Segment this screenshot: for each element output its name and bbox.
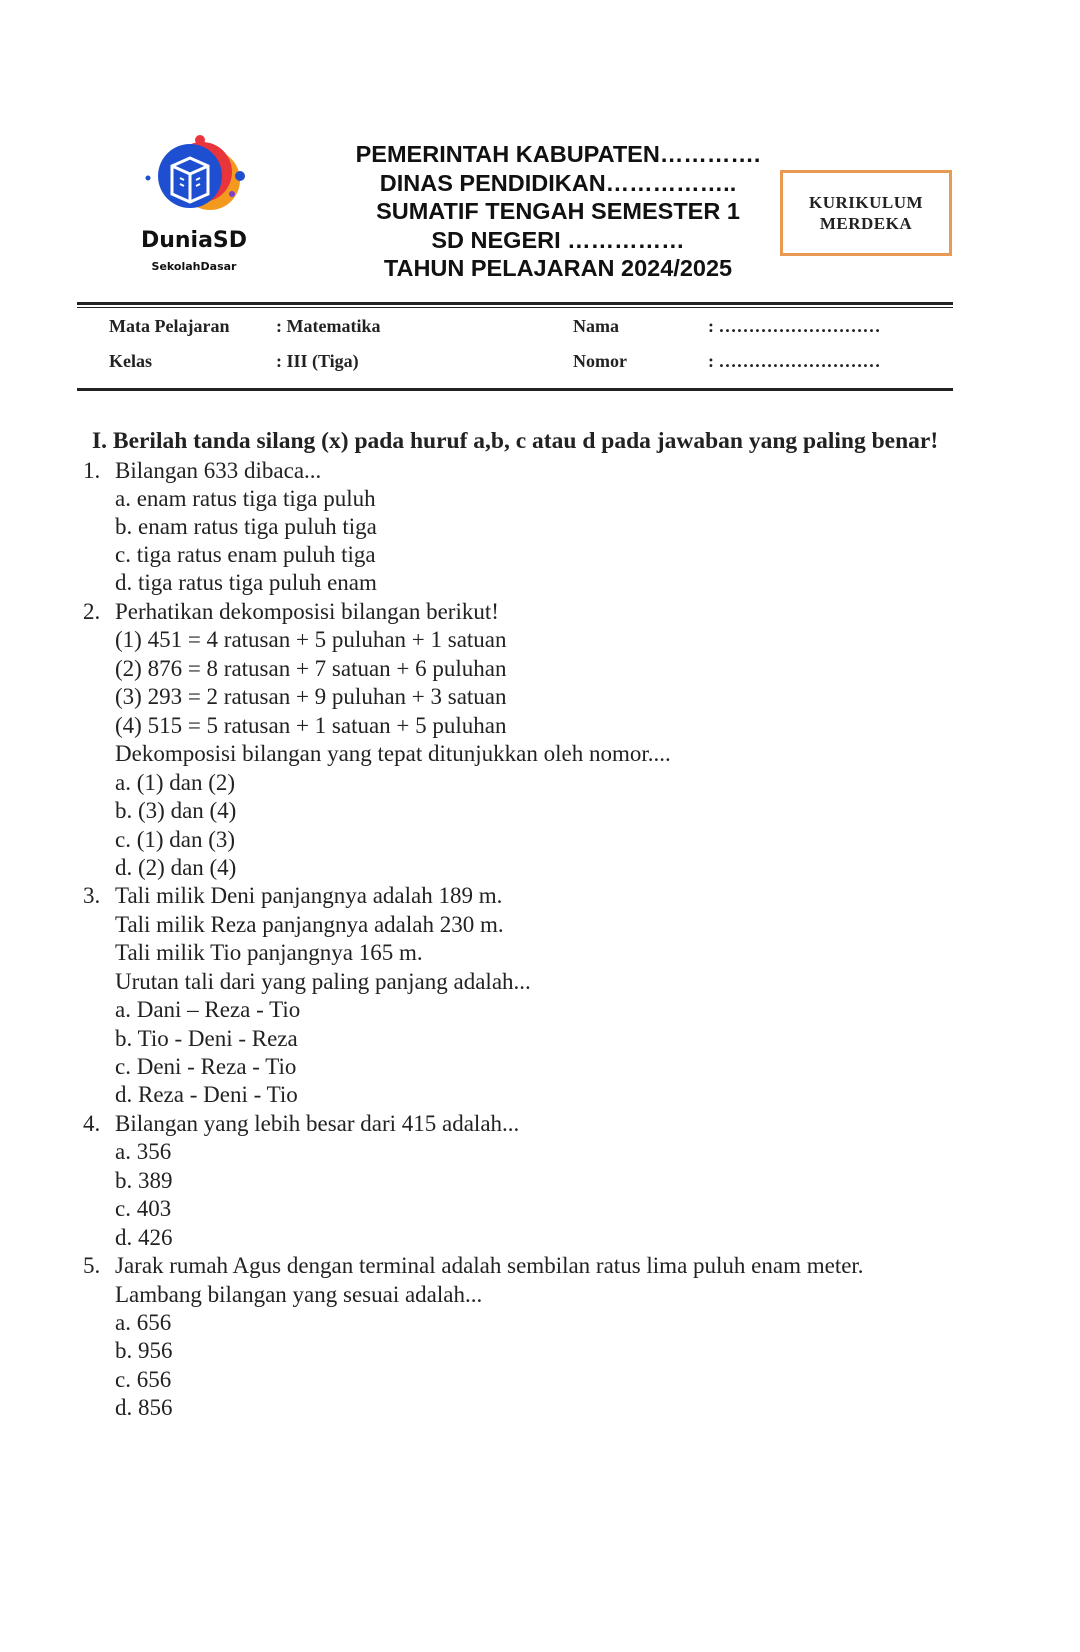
answer-option[interactable]: b. (3) dan (4) bbox=[115, 798, 237, 823]
answer-option[interactable]: b. Tio - Deni - Reza bbox=[115, 1026, 298, 1051]
answer-option[interactable]: c. tiga ratus enam puluh tiga bbox=[115, 542, 376, 567]
answer-option[interactable]: a. 356 bbox=[115, 1139, 172, 1164]
heading-line: TAHUN PELAJARAN 2024/2025 bbox=[383, 255, 733, 282]
answer-option[interactable]: c. 403 bbox=[115, 1196, 172, 1221]
heading-line: SD NEGERI …………… bbox=[431, 226, 685, 253]
kelas-label: Kelas bbox=[109, 351, 152, 371]
question-text: Perhatikan dekomposisi bilangan berikut! bbox=[115, 599, 499, 624]
question-text: Lambang bilangan yang sesuai adalah... bbox=[115, 1282, 483, 1307]
question-text: Bilangan 633 dibaca... bbox=[115, 458, 322, 483]
answer-option[interactable]: c. 656 bbox=[115, 1367, 172, 1392]
answer-option[interactable]: a. enam ratus tiga tiga puluh bbox=[115, 486, 376, 511]
duniasd-logo bbox=[128, 132, 260, 282]
answer-option[interactable]: c. Deni - Reza - Tio bbox=[115, 1054, 297, 1079]
question-text: Tali milik Reza panjangnya adalah 230 m. bbox=[115, 912, 504, 937]
question-number: 4. bbox=[83, 1111, 101, 1136]
question-text: (3) 293 = 2 ratusan + 9 puluhan + 3 satuan bbox=[115, 684, 507, 709]
nama-field[interactable]: : ……………………… bbox=[708, 316, 881, 336]
badge-line: KURIKULUM bbox=[808, 193, 924, 212]
answer-option[interactable]: b. enam ratus tiga puluh tiga bbox=[115, 514, 377, 539]
question-text: Tali milik Deni panjangnya adalah 189 m. bbox=[115, 883, 503, 908]
question-text: Jarak rumah Agus dengan terminal adalah sembilan ratus lima puluh enam meter. bbox=[115, 1253, 864, 1278]
question-number: 5. bbox=[83, 1253, 101, 1278]
header-divider-thin bbox=[77, 307, 953, 308]
answer-option[interactable]: d. (2) dan (4) bbox=[115, 855, 237, 880]
question-number: 2. bbox=[83, 599, 101, 624]
answer-option[interactable]: a. (1) dan (2) bbox=[115, 770, 236, 795]
answer-option[interactable]: d. 426 bbox=[115, 1225, 173, 1250]
question-number: 3. bbox=[83, 883, 101, 908]
question-number: 1. bbox=[83, 458, 101, 483]
mapel-value: : Matematika bbox=[276, 316, 381, 336]
exam-heading bbox=[318, 140, 798, 283]
kelas-value: : III (Tiga) bbox=[276, 351, 359, 371]
answer-option[interactable]: d. tiga ratus tiga puluh enam bbox=[115, 570, 377, 595]
question-text: Bilangan yang lebih besar dari 415 adalah... bbox=[115, 1111, 520, 1136]
answer-option[interactable]: d. Reza - Deni - Tio bbox=[115, 1082, 298, 1107]
mapel-label: Mata Pelajaran bbox=[109, 316, 230, 336]
badge-line: MERDEKA bbox=[819, 214, 913, 233]
info-divider bbox=[77, 388, 953, 391]
question-text: (2) 876 = 8 ratusan + 7 satuan + 6 puluhan bbox=[115, 656, 507, 681]
question-text: Urutan tali dari yang paling panjang adalah... bbox=[115, 969, 531, 994]
question-text: (4) 515 = 5 ratusan + 1 satuan + 5 puluhan bbox=[115, 713, 507, 738]
logo-brand: DuniaSD bbox=[140, 228, 248, 253]
answer-option[interactable]: b. 956 bbox=[115, 1338, 173, 1363]
nomor-label: Nomor bbox=[573, 351, 627, 371]
heading-line: DINAS PENDIDIKAN…………….. bbox=[379, 169, 737, 196]
nomor-field[interactable]: : ……………………… bbox=[708, 351, 881, 371]
question-text: Dekomposisi bilangan yang tepat ditunjukkan oleh nomor.... bbox=[115, 741, 671, 766]
section-instruction: I. Berilah tanda silang (x) pada huruf a,b, c atau d pada jawaban yang paling benar! bbox=[92, 428, 939, 454]
question-text: Tali milik Tio panjangnya 165 m. bbox=[115, 940, 423, 965]
answer-option[interactable]: c. (1) dan (3) bbox=[115, 827, 236, 852]
answer-option[interactable]: b. 389 bbox=[115, 1168, 173, 1193]
heading-line: PEMERINTAH KABUPATEN…………. bbox=[355, 141, 761, 167]
logo-tagline: SekolahDasar bbox=[151, 260, 237, 273]
answer-option[interactable]: a. 656 bbox=[115, 1310, 172, 1335]
question-text: (1) 451 = 4 ratusan + 5 puluhan + 1 satuan bbox=[115, 627, 507, 652]
answer-option[interactable]: a. Dani – Reza - Tio bbox=[115, 997, 301, 1022]
heading-line: SUMATIF TENGAH SEMESTER 1 bbox=[376, 198, 740, 225]
kurikulum-badge bbox=[780, 170, 952, 256]
answer-option[interactable]: d. 856 bbox=[115, 1395, 173, 1420]
book-globe-icon bbox=[140, 132, 250, 228]
nama-label: Nama bbox=[573, 316, 619, 336]
header-divider bbox=[77, 302, 953, 305]
